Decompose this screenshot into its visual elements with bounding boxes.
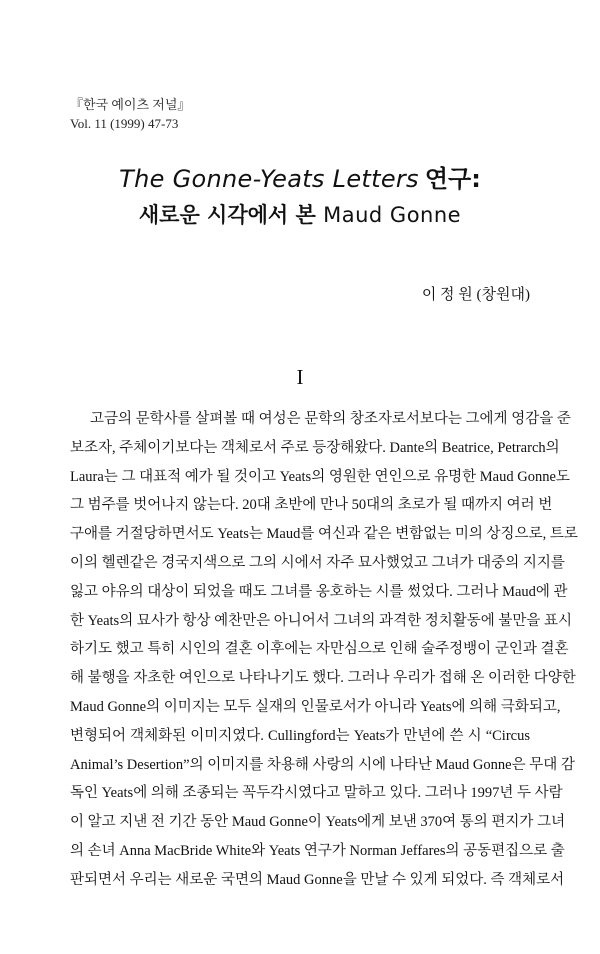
- journal-header: [70, 95, 190, 133]
- title-line-1: [0, 162, 600, 197]
- journal-volume: Vol. 11 (1999) 47-73: [70, 116, 179, 131]
- subtitle-name: Maud Gonne: [323, 203, 462, 227]
- journal-name: 『한국 예이츠 저널』: [70, 97, 191, 112]
- body-line: 한 Yeats의 묘사가 항상 예찬만은 아니어서 그녀의 과격한 정치활동에 불만을 표시: [70, 612, 573, 629]
- body-line: 보조자, 주체이기보다는 객체로서 주로 등장해왔다. Dante의 Beatrice, Petrarch의: [70, 439, 560, 456]
- body-line: Animal’s Desertion”의 이미지를 차용해 사랑의 시에 나타난 Maud Gonne은 무대 감: [70, 756, 575, 773]
- body-line: 독인 Yeats에 의해 조종되는 꼭두각시였다고 말하고 있다. 그러나 1997년 두 사람: [70, 785, 563, 802]
- body-line: Laura는 그 대표적 예가 될 것이고 Yeats의 영원한 연인으로 유명한 Maud Gonne도: [70, 468, 570, 485]
- title-korean-suffix: 연구:: [424, 165, 481, 193]
- body-line: 의 손녀 Anna MacBride White와 Yeats 연구가 Norman Jeffares의 공동편집으로 출: [70, 842, 565, 859]
- body-line: 그 범주를 벗어나지 않는다. 20대 초반에 만나 50대의 초로가 될 때까지 여러 번: [70, 497, 553, 514]
- body-line: 판되면서 우리는 새로운 국면의 Maud Gonne을 만날 수 있게 되었다. 즉 객체로서: [70, 871, 565, 888]
- title-italic-part: The Gonne-Yeats Letters: [119, 165, 419, 193]
- body-line: Maud Gonne의 이미지는 모두 실재의 인물로서가 아니라 Yeats에 의해 극화되고,: [70, 698, 561, 715]
- author-line: 이 정 원 (창원대): [421, 287, 530, 303]
- body-line: 해 불행을 자초한 여인으로 나타나기도 했다. 그러나 우리가 접해 온 이러한 다양한: [70, 670, 576, 687]
- body-line: 이 알고 지낸 전 기간 동안 Maud Gonne이 Yeats에게 보낸 370여 통의 편지가 그녀: [70, 814, 566, 831]
- body-line: 하기도 했고 특히 시인의 결혼 이후에는 자만심으로 인해 술주정뱅이 군인과 결혼: [70, 641, 569, 658]
- subtitle-korean: 새로운 시각에서 본: [138, 203, 316, 227]
- paper-title: [0, 162, 600, 233]
- body-line: 변형되어 객체화된 이미지였다. Cullingford는 Yeats가 만년에 쓴 시 “Circus: [70, 727, 530, 744]
- body-line: 잃고 야유의 대상이 되었을 때도 그녀를 옹호하는 시를 썼었다. 그러나 Maud에 관: [70, 583, 568, 600]
- body-line: 이의 헬렌같은 경국지색으로 그의 시에서 자주 묘사했었고 그녀가 대중의 지지를: [70, 554, 565, 571]
- title-line-2: [0, 197, 600, 233]
- body-paragraph: [70, 405, 578, 895]
- section-number: I: [296, 365, 304, 389]
- body-line: 구애를 거절당하면서도 Yeats는 Maud를 여신과 같은 변함없는 미의 상징으로, 트로: [70, 526, 578, 543]
- body-line: 고금의 문학사를 살펴볼 때 여성은 문학의 창조자로서보다는 그에게 영감을 준: [90, 411, 571, 427]
